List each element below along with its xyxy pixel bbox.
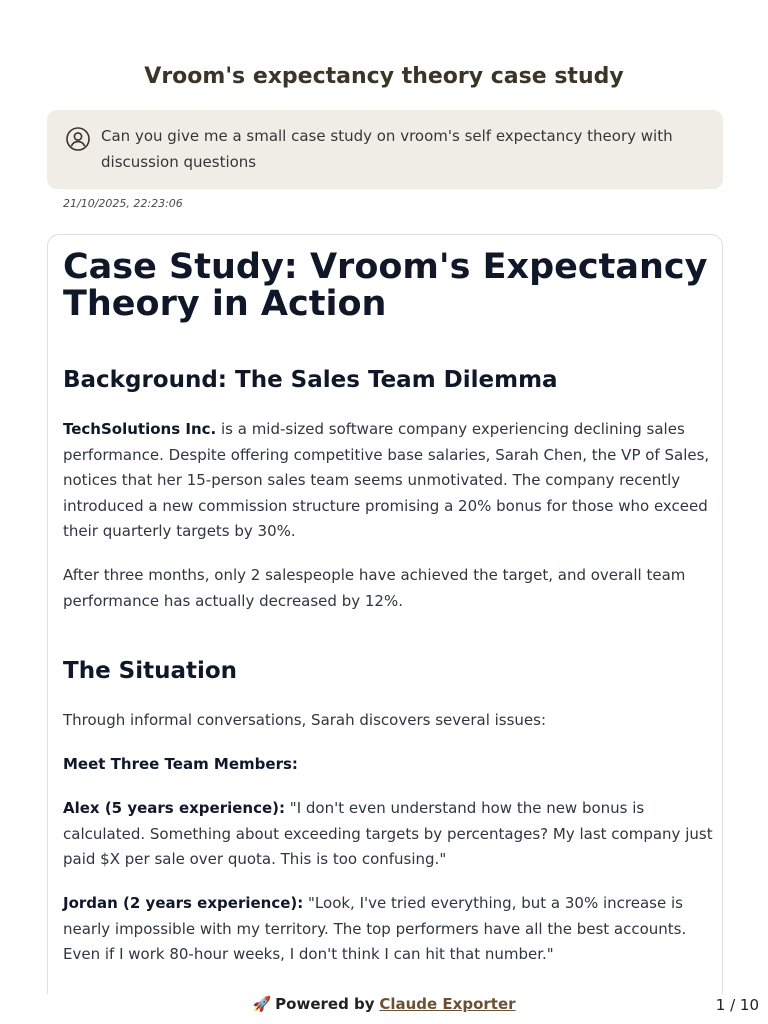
team-members-label: Meet Three Team Members: [63,755,298,773]
page-number: 1 / 10 [715,996,759,1014]
section-heading-situation: The Situation [63,658,238,684]
jordan-label: Jordan (2 years experience): [63,894,304,912]
user-prompt-box [47,110,723,189]
background-paragraph-1 [63,417,713,545]
prompt-timestamp: 21/10/2025, 22:23:06 [63,197,183,210]
background-paragraph-1-text: is a mid-sized software company experiencing declining sales performance. Despite offering competitive base salaries, Sarah Chen, the VP of Sales, notices that her 15-person sales team seems unmotivated. The company recently introduced a new commission structure promising a 20% bonus for those who exceed their quarterly targets by 30%. [63,420,710,541]
section-heading-background: Background: The Sales Team Dilemma [63,367,558,393]
page-title: Vroom's expectancy theory case study [144,64,624,89]
response-card [47,234,723,994]
user-circle-icon [66,127,90,151]
alex-quote: "I don't even understand how the new bonus is calculated. Something about exceeding targets by percentages? My last company just paid $X per sale over quota. This is too confusing." [63,799,713,869]
situation-intro: Through informal conversations, Sarah discovers several issues: [63,711,547,729]
prompt-text: Can you give me a small case study on vroom's self expectancy theory with discussion questions [101,127,673,171]
response-title: Case Study: Vroom's Expectancy Theory in Action [63,247,708,324]
jordan-quote: "Look, I've tried everything, but a 30% increase is nearly impossible with my territory. The top performers have all the best accounts. Even if I work 80-hour weeks, I don't think I can hit that number." [63,894,687,964]
alex-paragraph [63,796,713,873]
company-name: TechSolutions Inc. [63,420,217,438]
background-paragraph-2: After three months, only 2 salespeople have achieved the target, and overall team performance has actually decreased by 12%. [63,566,686,610]
footer [0,995,768,1013]
powered-by-label: Powered by [275,995,375,1013]
rocket-icon: 🚀 [252,995,272,1013]
jordan-paragraph [63,891,713,968]
alex-label: Alex (5 years experience): [63,799,286,817]
claude-exporter-link[interactable]: Claude Exporter [379,995,516,1013]
